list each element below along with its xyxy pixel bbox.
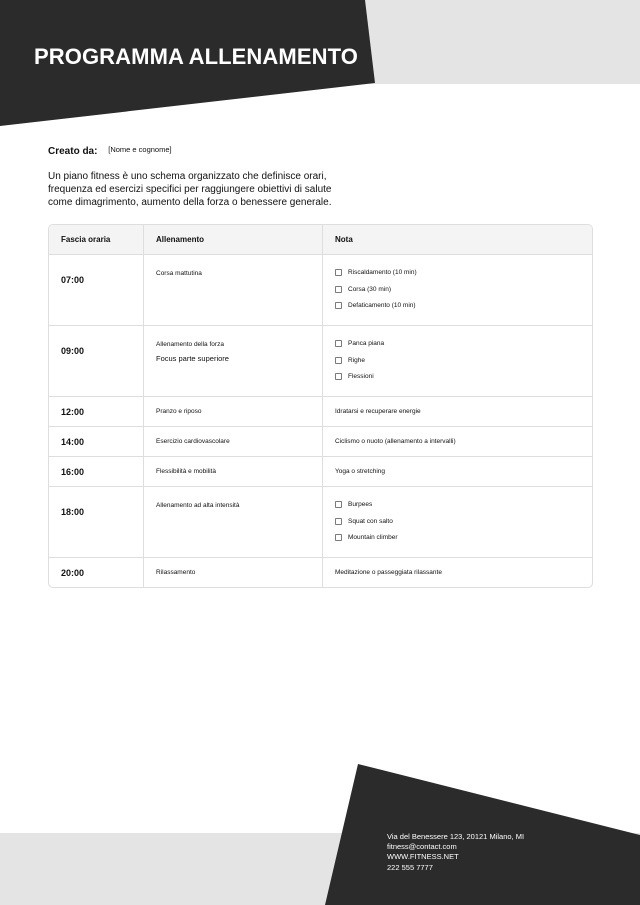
note-cell: Yoga o stretching <box>335 468 385 475</box>
checkbox-icon[interactable] <box>335 501 342 508</box>
header-time: Fascia oraria <box>49 225 144 254</box>
checklist-label: Riscaldamento (10 min) <box>348 269 417 276</box>
phone-text: 222 555 7777 <box>387 862 433 872</box>
page-title: PROGRAMMA ALLENAMENTO <box>34 44 358 69</box>
checklist-item[interactable] <box>335 500 580 509</box>
checklist-label: Corsa (30 min) <box>348 285 391 293</box>
checklist-label: Flessioni <box>348 373 374 381</box>
checklist-item[interactable] <box>335 372 580 381</box>
contact-block <box>387 832 524 873</box>
checkbox-icon[interactable] <box>335 269 342 276</box>
checklist-item[interactable] <box>335 533 580 542</box>
checkbox-icon[interactable] <box>335 286 342 293</box>
time-cell: 07:00 <box>61 275 85 285</box>
checklist-item[interactable] <box>335 339 580 348</box>
intro-text: Un piano fitness è uno schema organizzato che definisce orari, frequenza ed esercizi specifici per raggiungere obiettivi di salute come dimagrimento, aumento della forza o benessere generale. <box>48 171 332 208</box>
note-cell: Meditazione o passeggiata rilassante <box>335 569 442 576</box>
checklist-item[interactable] <box>335 517 580 526</box>
creator-label: Creato da: <box>48 146 98 157</box>
checkbox-icon[interactable] <box>335 302 342 309</box>
checkbox-icon[interactable] <box>335 534 342 541</box>
email-link[interactable]: fitness@contact.com <box>387 842 457 852</box>
checklist-label: Righe <box>348 356 365 364</box>
checkbox-icon[interactable] <box>335 357 342 364</box>
workout-cell: Allenamento ad alta intensità <box>156 502 240 509</box>
table-row <box>49 325 592 396</box>
note-cell: Idratarsi e recuperare energie <box>335 408 421 415</box>
checklist-label: Panca piana <box>348 340 385 347</box>
workout-cell: Esercizio cardiovascolare <box>156 438 230 445</box>
time-cell: 18:00 <box>61 507 85 517</box>
checklist-item[interactable] <box>335 285 580 294</box>
checklist-label: Mountain climber <box>348 534 398 542</box>
checklist-label: Squat con salto <box>348 517 393 525</box>
table-row <box>49 426 592 456</box>
checkbox-icon[interactable] <box>335 373 342 380</box>
checklist-label: Defaticamento (10 min) <box>348 302 416 310</box>
table-row <box>49 557 592 587</box>
table-header-row <box>49 225 592 254</box>
schedule-table <box>48 224 593 588</box>
time-cell: 14:00 <box>61 436 85 447</box>
website-link[interactable]: WWW.FITNESS.NET <box>387 852 459 862</box>
table-row <box>49 486 592 557</box>
checklist-item[interactable] <box>335 301 580 310</box>
workout-cell: Flessibilità e mobilità <box>156 468 216 475</box>
workout-cell: Corsa mattutina <box>156 270 202 277</box>
workout-cell: Rilassamento <box>156 569 196 576</box>
checkbox-icon[interactable] <box>335 518 342 525</box>
table-row <box>49 456 592 486</box>
address-text: Via del Benessere 123, 20121 Milano, MI <box>387 832 525 841</box>
workout-cell: Pranzo e riposo <box>156 408 202 415</box>
table-row <box>49 396 592 426</box>
footer-banner <box>0 760 640 905</box>
time-cell: 20:00 <box>61 567 85 578</box>
checklist-item[interactable] <box>335 356 580 365</box>
workout-cell: Allenamento della forza <box>156 341 224 348</box>
workout-subtitle: Focus parte superiore <box>156 354 229 363</box>
table-row <box>49 254 592 325</box>
time-cell: 12:00 <box>61 406 85 417</box>
checklist-item[interactable] <box>335 268 580 277</box>
creator-value: [Nome e cognome] <box>108 145 172 154</box>
checkbox-icon[interactable] <box>335 340 342 347</box>
note-cell: Ciclismo o nuoto (allenamento a intervalli) <box>335 438 456 445</box>
time-cell: 09:00 <box>61 346 85 356</box>
header-workout: Allenamento <box>144 225 323 254</box>
header-note: Nota <box>335 235 353 244</box>
creator-line <box>48 146 172 157</box>
checklist-label: Burpees <box>348 501 373 508</box>
time-cell: 16:00 <box>61 466 85 477</box>
